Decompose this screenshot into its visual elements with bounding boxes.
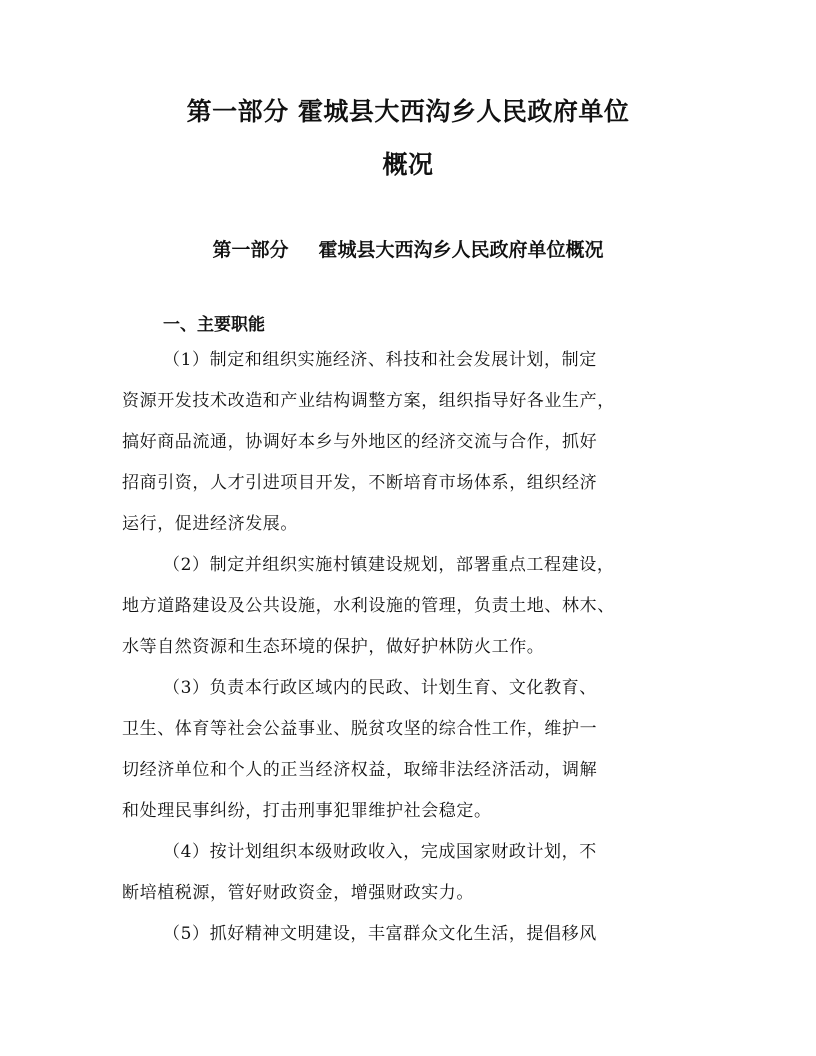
paragraph-line: 水等自然资源和生态环境的保护，做好护林防火工作。	[122, 637, 545, 657]
paragraph-line: 切经济单位和个人的正当经济权益，取缔非法经济活动，调解	[122, 760, 598, 780]
paragraph-line: 卫生、体育等社会公益事业、脱贫攻坚的综合性工作，维护一	[122, 719, 598, 739]
paragraph-line: 资源开发技术改造和产业结构调整方案，组织指导好各业生产，	[122, 391, 615, 411]
paragraph-line: 和处理民事纠纷，打击刑事犯罪维护社会稳定。	[122, 801, 492, 821]
paragraph-line: 招商引资，人才引进项目开发，不断培育市场体系，组织经济	[122, 473, 598, 493]
paragraph-line: （4）按计划组织本级财政收入，完成国家财政计划，不	[163, 842, 597, 862]
paragraph-line: 地方道路建设及公共设施，水利设施的管理，负责土地、林木、	[122, 596, 615, 616]
paragraph-line: （3）负责本行政区域内的民政、计划生育、文化教育、	[163, 678, 597, 698]
paragraph-line: （5）抓好精神文明建设，丰富群众文化生活，提倡移风	[163, 924, 597, 944]
section-heading: 一、主要职能	[163, 315, 265, 335]
subtitle-part: 第一部分	[212, 239, 289, 261]
paragraph-line: 运行，促进经济发展。	[122, 514, 298, 534]
paragraph-line: （1）制定和组织实施经济、科技和社会发展计划，制定	[163, 350, 597, 370]
document-title-line-2: 概况	[382, 150, 434, 179]
paragraph-line: （2）制定并组织实施村镇建设规划，部署重点工程建设，	[163, 555, 615, 575]
paragraph-line: 搞好商品流通，协调好本乡与外地区的经济交流与合作，抓好	[122, 432, 598, 452]
document-title-line-1: 第一部分 霍城县大西沟乡人民政府单位	[186, 97, 630, 126]
paragraph-line: 断培植税源，管好财政资金，增强财政实力。	[122, 883, 474, 903]
document-subtitle	[0, 236, 816, 264]
subtitle-name: 霍城县大西沟乡人民政府单位概况	[318, 239, 604, 261]
